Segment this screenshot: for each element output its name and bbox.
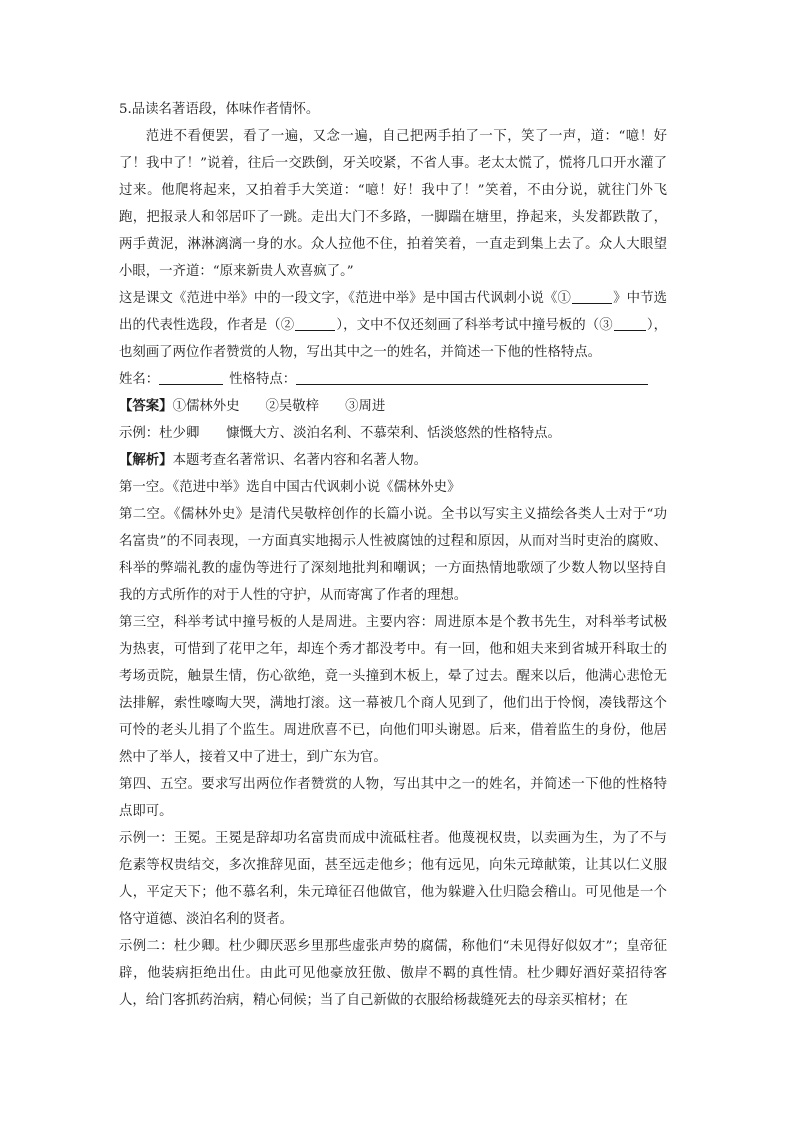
document-body — [119, 96, 667, 1014]
prompt-part-3: ），文中不仅还刻画了科举考试中撞号板的（③ — [336, 318, 613, 333]
answer-fields — [119, 366, 667, 393]
answer-item-2: ②吴敬梓 — [265, 399, 320, 414]
answer-example: 示例：杜少卿 慷慨大方、淡泊名利、不慕荣利、恬淡悠然的性格特点。 — [119, 426, 561, 441]
analysis-paragraph-6: 示例二：杜少卿。杜少卿厌恶乡里那些虚张声势的腐儒，称他们“未见得好似奴才”；皇帝征辟，他装病拒绝出仕。由此可见他豪放狂傲、傲岸不羁的真性情。杜少卿好酒好菜招待客人，给门客抓药治病，精心伺候；当了自己新做的衣服给杨裁缝死去的母亲买棺材；在 — [119, 939, 667, 1008]
question-prompt — [119, 285, 667, 366]
analysis-paragraph-3: 第三空，科举考试中撞号板的人是周进。主要内容：周进原本是个教书先生，对科举考试极为热衷，可惜到了花甲之年，却连个秀才都没考中。有一回，他和姐夫来到省城开科取士的考场贡院，触景生情，伤心欲绝，竟一头撞到木板上，晕了过去。醒来以后，他满心悲怆无法排解，索性嚎啕大哭，满地打滚。这一幕被几个商人见到了，他们出于怜悯，凑钱帮这个可怜的老头儿捐了个监生。周进欣喜不已，向他们叩头谢恩。后来，借着监生的身份，他居然中了举人，接着又中了进士，到广东为官。 — [119, 615, 667, 765]
analysis-paragraph-1: 第一空。《范进中举》选自中国古代讽刺小说《儒林外史》 — [119, 480, 461, 495]
prompt-part-1: 这是课文《范进中举》中的一段文字，《范进中举》是中国古代讽刺小说《① — [119, 291, 572, 306]
answer-item-3: ③周进 — [345, 399, 386, 414]
analysis-line — [119, 447, 667, 474]
trait-blank — [296, 371, 648, 385]
trait-label: 性格特点： — [229, 372, 297, 387]
answer-line — [119, 393, 667, 420]
prompt-part-2: 》中节选出的代表性选段，作者是（② — [119, 291, 667, 333]
blank-2 — [295, 317, 335, 331]
analysis-paragraph-2: 第二空。《儒林外史》是清代吴敬梓创作的长篇小说。全书以写实主义描绘各类人士对于“功名富贵”的不同表现，一方面真实地揭示人性被腐蚀的过程和原因，从而对当时吏治的腐败、科举的弊端礼教的虚伪等进行了深刻地批判和嘲讽；一方面热情地歌颂了少数人物以坚持自我的方式所作的对于人性的守护，从而寄寓了作者的理想。 — [119, 507, 667, 603]
blank-3 — [614, 317, 646, 331]
name-label: 姓名： — [119, 372, 160, 387]
answer-item-1: ①儒林外史 — [172, 399, 240, 414]
question-title: 5.品读名著语段，体味作者情怀。 — [119, 102, 320, 117]
prompt-part-4: ），也刻画了两位作者赞赏的人物，写出其中之一的姓名，并简述一下他的性格特点。 — [119, 318, 667, 360]
answer-label: 【答案】 — [119, 398, 173, 414]
blank-1 — [572, 290, 612, 304]
analysis-paragraph-4: 第四、五空。要求写出两位作者赞赏的人物，写出其中之一的姓名，并简述一下他的性格特点即可。 — [119, 777, 667, 819]
analysis-paragraph-5: 示例一：王冕。王冕是辞却功名富贵而成中流砥柱者。他蔑视权贵，以卖画为生，为了不与危素等权贵结交，多次推辞见面，甚至远走他乡；他有远见，向朱元璋献策，让其以仁义服人，平定天下；他不慕名利，朱元璋征召他做官，他为躲避入仕归隐会稽山。可见他是一个恪守道德、淡泊名利的贤者。 — [119, 831, 667, 927]
passage-paragraph: 范进不看便罢，看了一遍，又念一遍，自己把两手拍了一下，笑了一声，道：“噫！好了！我中了！”说着，往后一交跌倒，牙关咬紧，不省人事。老太太慌了，慌将几口开水灌了过来。他爬将起来，又拍着手大笑道：“噫！好！我中了！”笑着，不由分说，就往门外飞跑，把报录人和邻居吓了一跳。走出大门不多路，一脚踹在塘里，挣起来，头发都跌散了，两手黄泥，淋淋漓漓一身的水。众人拉他不住，拍着笑着，一直走到集上去了。众人大眼望小眼，一齐道：“原来新贵人欢喜疯了。” — [119, 129, 667, 279]
analysis-intro: 本题考查名著常识、名著内容和名著人物。 — [172, 453, 427, 468]
analysis-label: 【解析】 — [119, 452, 173, 468]
name-blank — [159, 371, 223, 385]
